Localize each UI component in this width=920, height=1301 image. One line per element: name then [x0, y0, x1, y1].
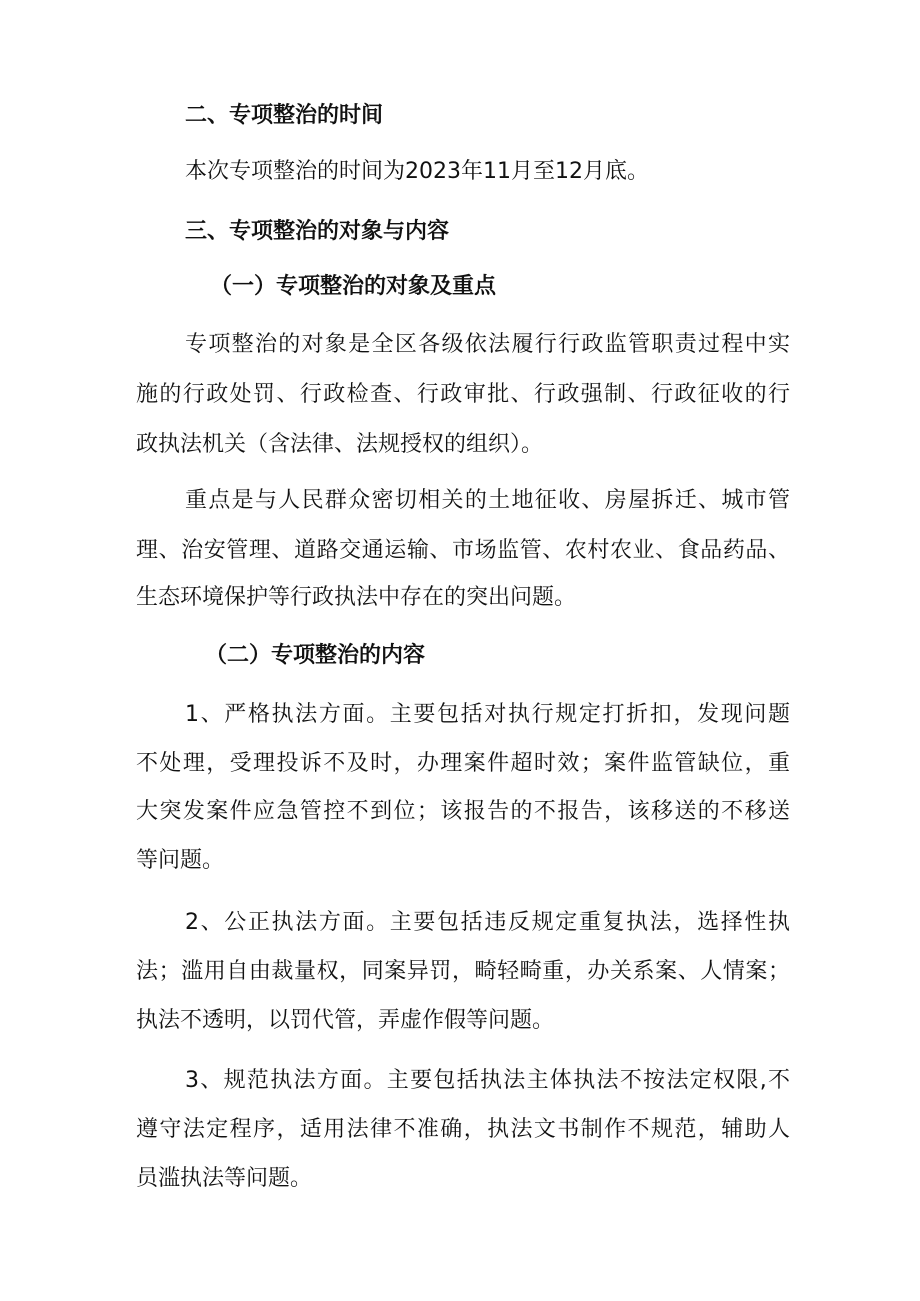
sub1-para1-line1: 专项整治的对象是全区各级依法履行行政监管职责过程中实	[185, 332, 790, 357]
item2-line2: 法；滥用自由裁量权，同案异罚，畸轻畸重，办关系案、人情案；	[136, 959, 790, 984]
sub2-heading: （二）专项整治的内容	[205, 643, 426, 668]
sub1-para2-line1: 重点是与人民群众密切相关的土地征收、房屋拆迁、城市管	[185, 488, 790, 513]
section2-heading: 二、专项整治的时间	[185, 103, 384, 128]
item3-line1: 3、规范执法方面。主要包括执法主体执法不按法定权限,不	[185, 1068, 790, 1093]
section2-text: 本次专项整治的时间为2023年11月至12月底。	[185, 159, 649, 184]
sub1-para2-line2: 理、治安管理、道路交通运输、市场监管、农村农业、食品药品、	[136, 538, 790, 563]
item1-line3: 大突发案件应急管控不到位；该报告的不报告，该移送的不移送	[136, 799, 790, 824]
item2-line3: 执法不透明，以罚代管，弄虚作假等问题。	[136, 1008, 555, 1033]
item1-line2: 不处理，受理投诉不及时，办理案件超时效；案件监管缺位，重	[136, 751, 790, 776]
item3-line3: 员滥执法等问题。	[136, 1166, 313, 1191]
item1-line1: 1、严格执法方面。主要包括对执行规定打折扣，发现问题	[185, 702, 790, 727]
item3-line2: 遵守法定程序，适用法律不准确，执法文书制作不规范，辅助人	[136, 1117, 790, 1142]
item1-line4: 等问题。	[136, 848, 225, 873]
item2-line1: 2、公正执法方面。主要包括违反规定重复执法，选择性执	[185, 910, 790, 935]
section3-heading: 三、专项整治的对象与内容	[185, 219, 450, 244]
sub1-para1-line2: 施的行政处罚、行政检查、行政审批、行政强制、行政征收的行	[136, 382, 790, 407]
sub1-para2-line3: 生态环境保护等行政执法中存在的突出问题。	[136, 585, 577, 610]
sub1-para1-line3: 政执法机关（含法律、法规授权的组织）。	[136, 432, 544, 457]
sub1-heading: （一）专项整治的对象及重点	[210, 274, 497, 299]
